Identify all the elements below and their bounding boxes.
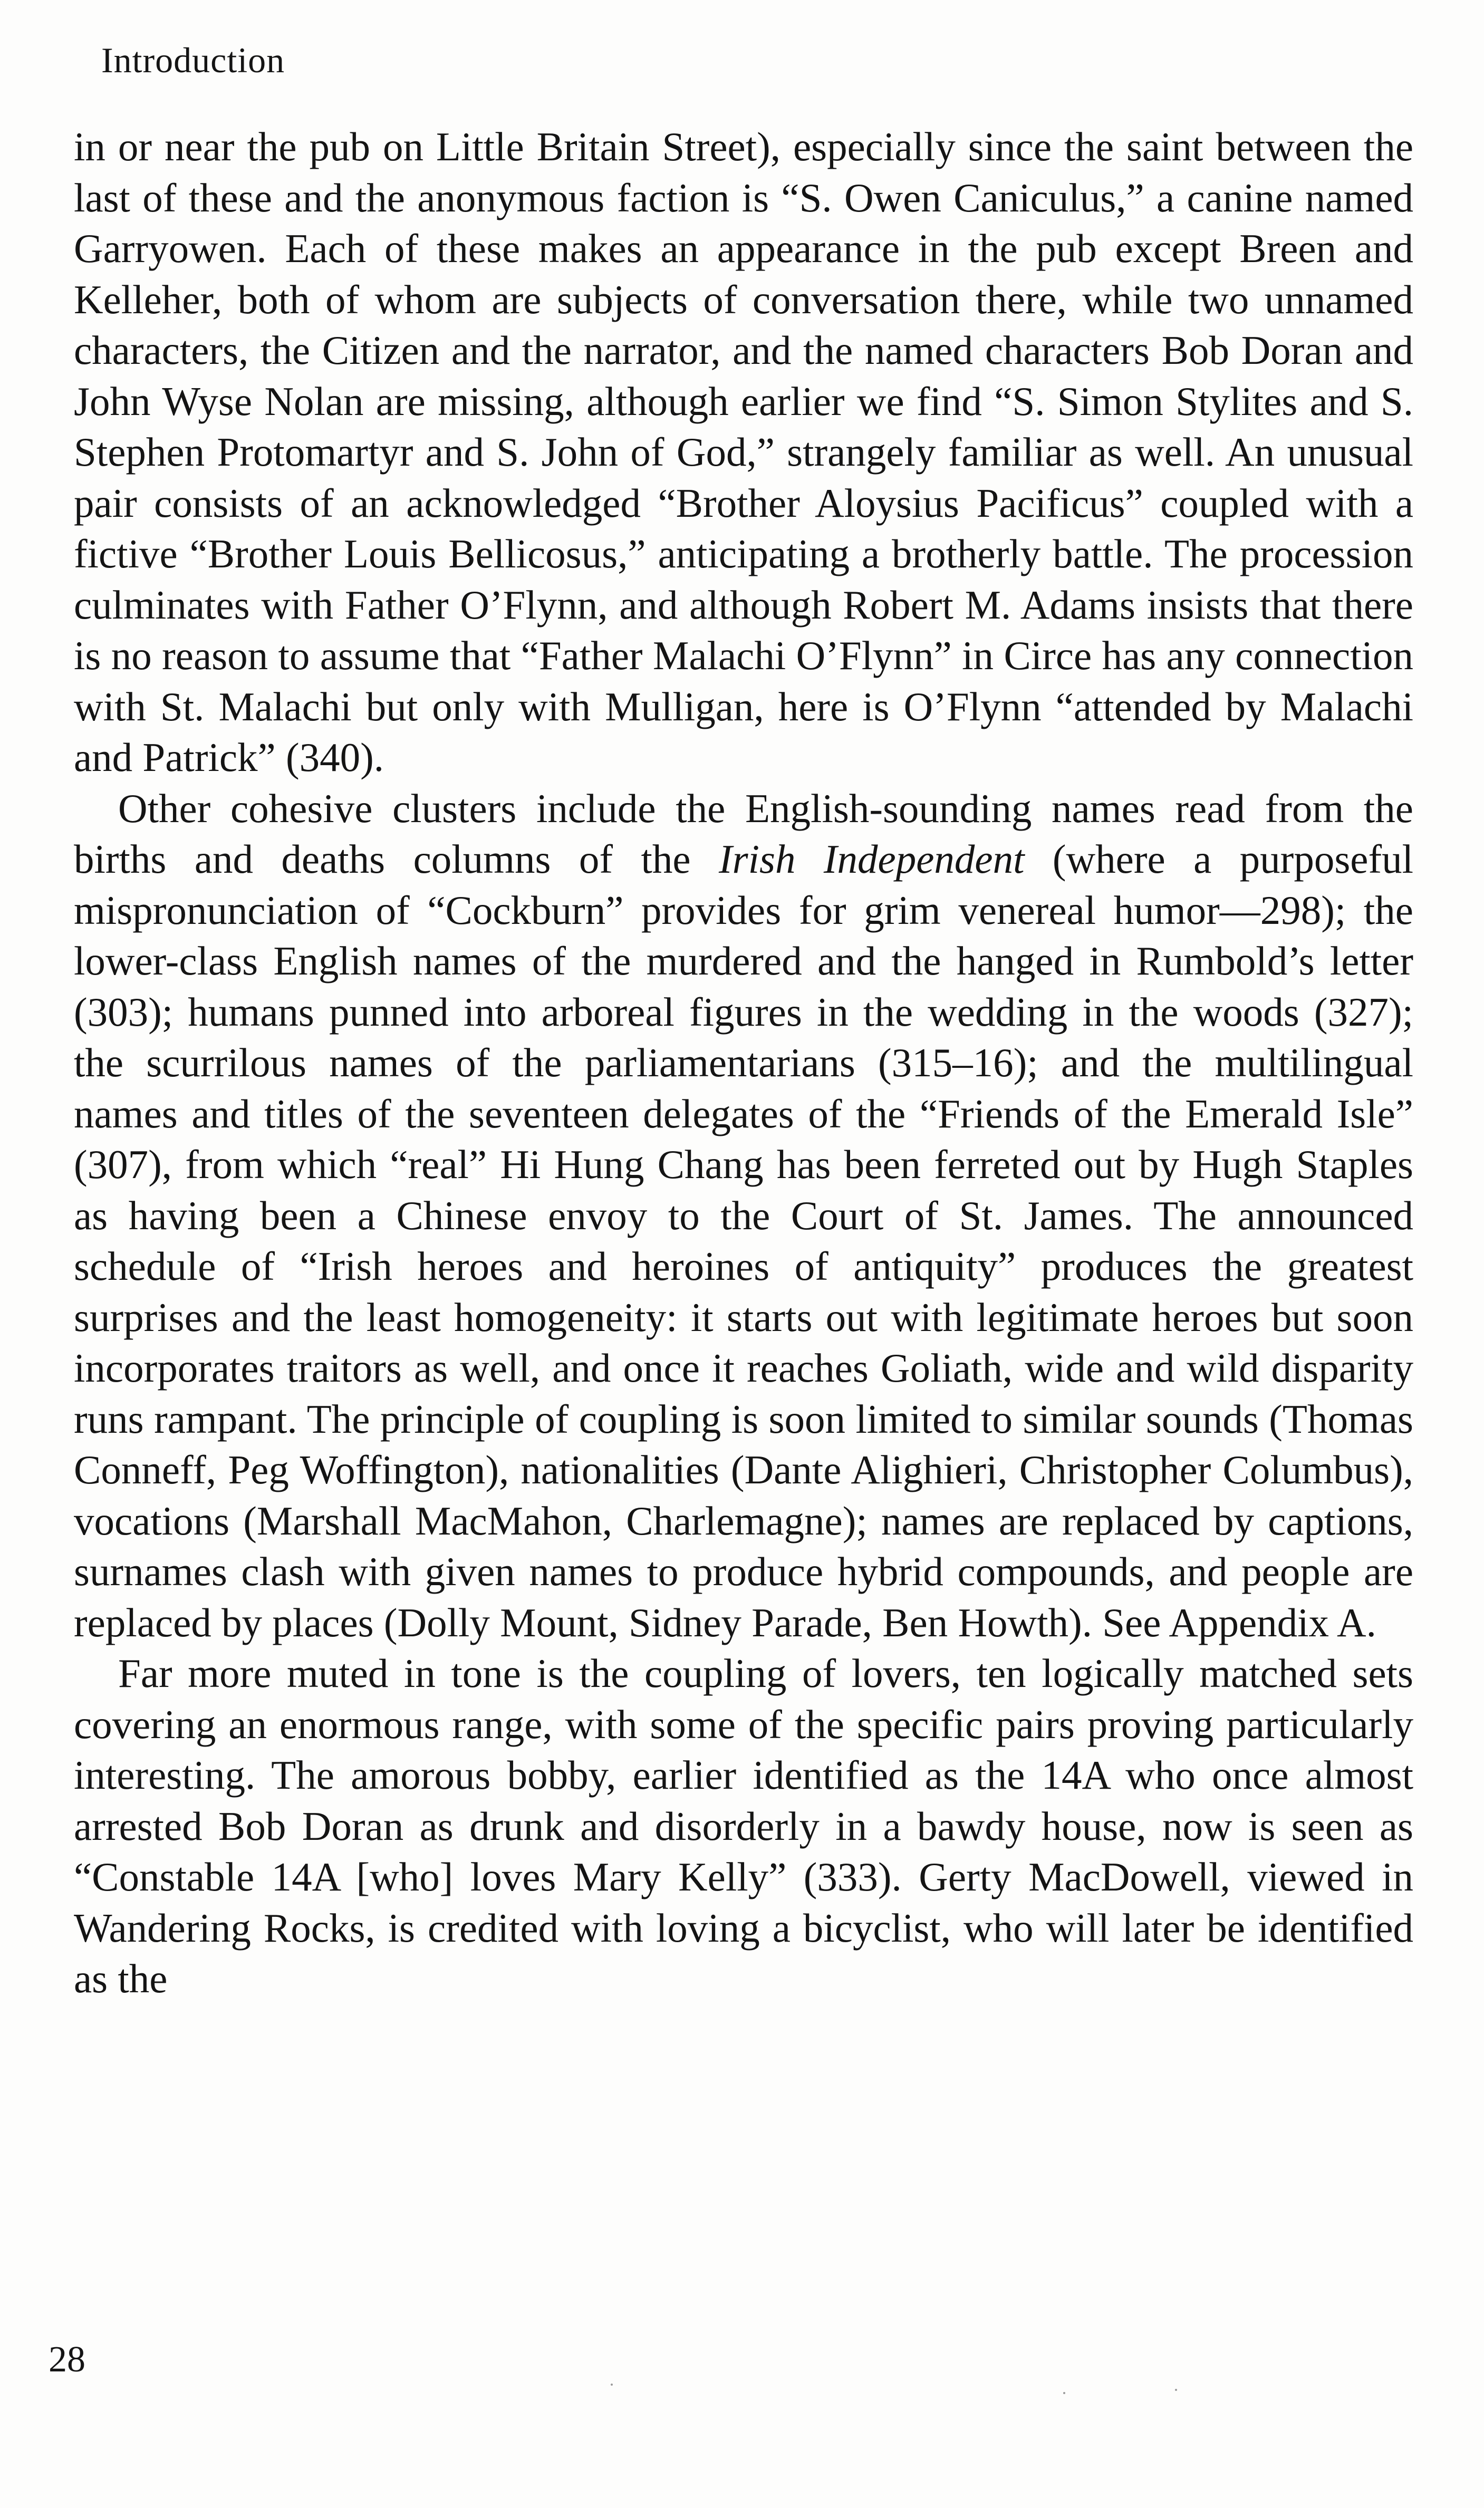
- body-text: [74, 121, 1413, 2004]
- paragraph-text: Other cohesive clusters include the English-sounding names read from the births and deaths columns of the: [74, 785, 1413, 882]
- paragraph-other-clusters: [74, 783, 1413, 1648]
- paragraph-text: (where a purposeful mispronunciation of “Cockburn” provides for grim venereal humor—298); the lower-class English names of the murdered and the hanged in Rumbold’s letter (303); humans punned into arboreal figures in the wedding in the woods (327); the scurrilous names of the parliamentarians (315–16); and the multilingual names and titles of the seventeen delegates of the “Friends of the Emerald Isle” (307), from which “real” Hi Hung Chang has been ferreted out by Hugh Staples as having been a Chinese envoy to the Court of St. James. The announced schedule of “Irish heroes and heroines of antiquity” produces the greatest surprises and the least homogeneity: it starts out with legitimate heroes but soon incorporates traitors as well, and once it reaches Goliath, wide and wild disparity runs rampant. The principle of coupling is soon limited to similar sounds (Thomas Conneff, Peg Woffington), nationalities (Dante Alighieri, Christopher Columbus), vocations (Marshall MacMahon, Charlemagne); names are replaced by captions, surnames clash with given names to produce hybrid compounds, and people are replaced by places (Dolly Mount, Sidney Parade, Ben Howth). See Appendix A.: [74, 836, 1413, 1645]
- paragraph-lovers: Far more muted in tone is the coupling of lovers, ten logically matched sets covering an enormous range, with some of the specific pairs proving particularly interesting. The amorous bobby, earlier identified as the 14A who once almost arrested Bob Doran as drunk and disorderly in a bawdy house, now is seen as “Constable 14A [who] loves Mary Kelly” (333). Gerty MacDowell, viewed in Wandering Rocks, is credited with loving a bicyclist, who will later be identified as the: [74, 1651, 1413, 2001]
- italic-title: Irish Independent: [719, 836, 1025, 882]
- paper-speck: [611, 2384, 613, 2386]
- page-number: 28: [49, 2339, 85, 2380]
- paper-speck: [1063, 2392, 1065, 2394]
- paragraph-continued: in or near the pub on Little Britain Street), especially since the saint between the last of these and the anonymous faction is “S. Owen Caniculus,” a canine named Garryowen. Each of these makes an appearance in the pub except Breen and Kelleher, both of whom are subjects of conversation there, while two unnamed characters, the Citizen and the narrator, and the named characters Bob Doran and John Wyse Nolan are missing, although earlier we find “S. Simon Stylites and S. Stephen Protomartyr and S. John of God,” strangely familiar as well. An unusual pair consists of an acknowledged “Brother Aloysius Pacificus” coupled with a fictive “Brother Louis Bellicosus,” anticipating a brotherly battle. The procession culminates with Father O’Flynn, and although Robert M. Adams insists that there is no reason to assume that “Father Malachi O’Flynn” in Circe has any connection with St. Malachi but only with Mulligan, here is O’Flynn “attended by Malachi and Patrick” (340).: [74, 124, 1413, 780]
- paper-speck: [1175, 2389, 1177, 2391]
- running-head: Introduction: [101, 40, 285, 80]
